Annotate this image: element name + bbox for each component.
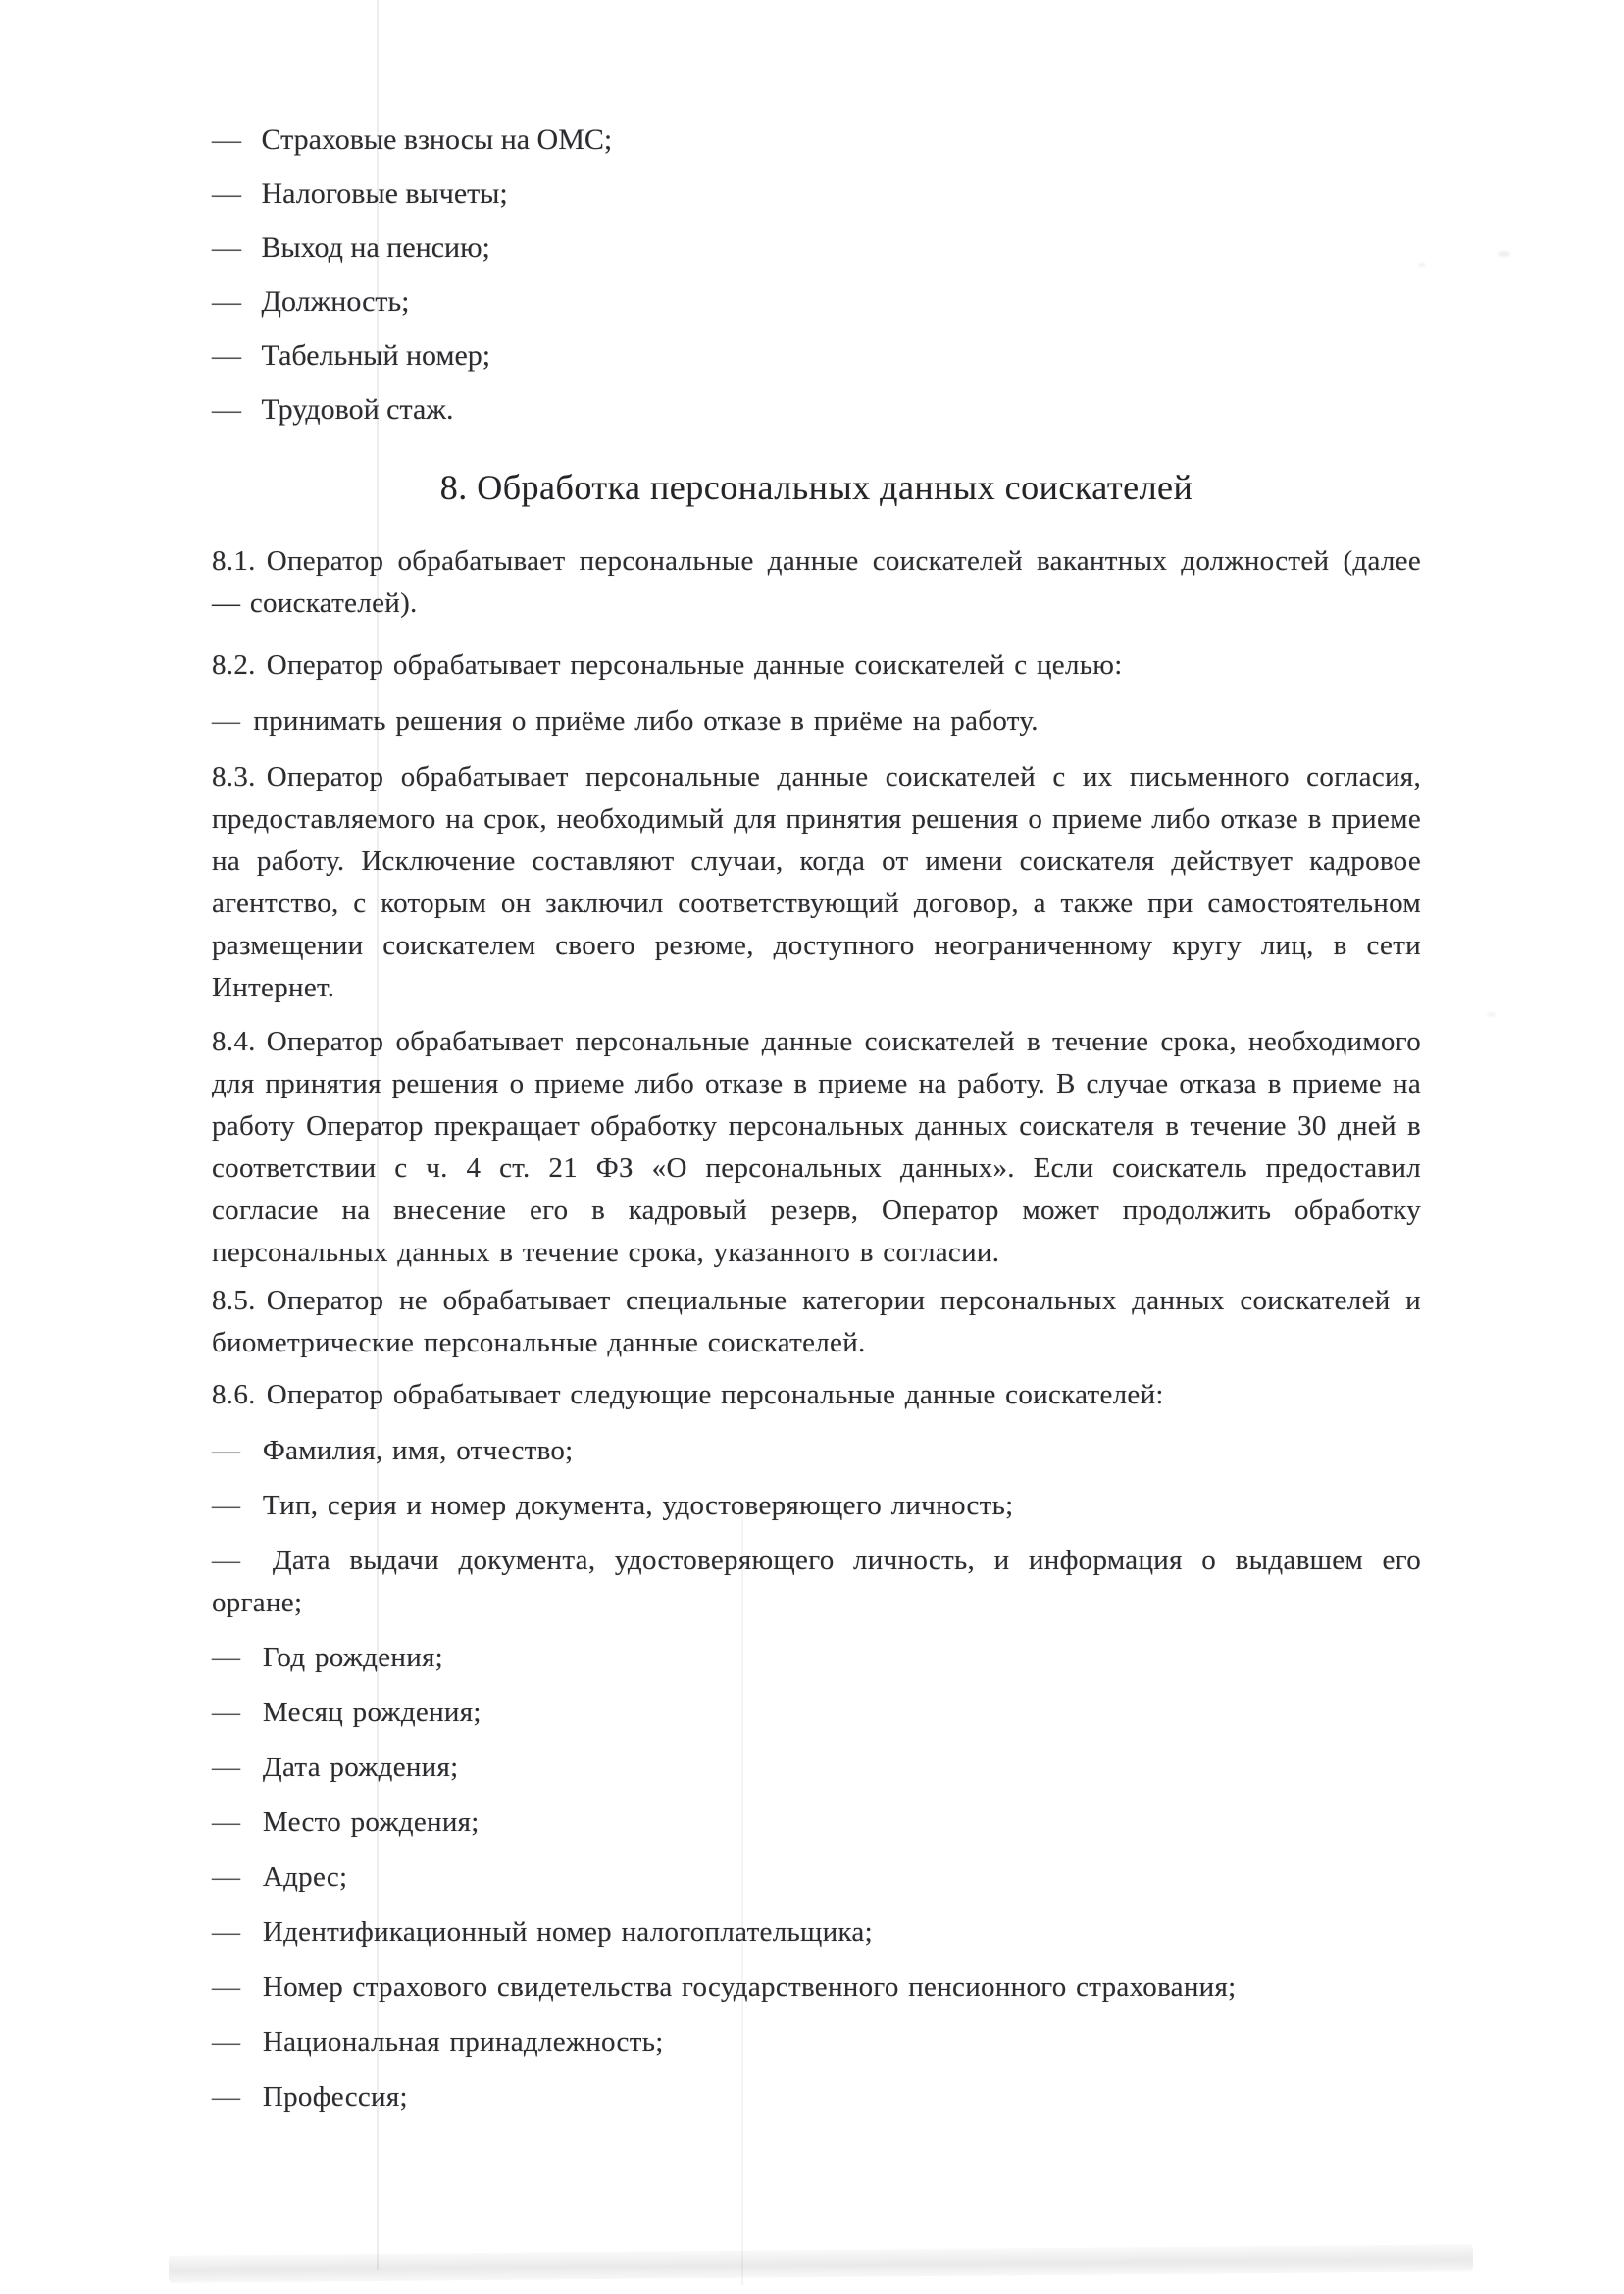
list-item-text: принимать решения о приёме либо отказе в приёме на работу. bbox=[253, 705, 1039, 737]
bullet-dash: — bbox=[212, 231, 241, 264]
paragraph-8-4 bbox=[212, 1021, 1421, 1274]
list-item-text: Выход на пенсию; bbox=[261, 231, 490, 264]
paragraph-8-1 bbox=[212, 540, 1421, 625]
bullet-dash: — bbox=[212, 2026, 241, 2058]
list-item-text: Трудовой стаж. bbox=[261, 393, 454, 426]
list-item-text: Фамилия, имя, отчество; bbox=[262, 1435, 574, 1466]
bullet-dash: — bbox=[212, 1697, 241, 1728]
list-item bbox=[212, 2021, 1421, 2064]
list-item-text: Идентификационный номер налогоплательщика; bbox=[262, 1916, 873, 1948]
bullet-dash: — bbox=[212, 1971, 241, 2003]
list-item bbox=[212, 1857, 1421, 1899]
list-item-text: Налоговые вычеты; bbox=[261, 178, 508, 210]
list-item-text: Страховые взносы на ОМС; bbox=[261, 124, 613, 156]
list-item-text: Должность; bbox=[261, 285, 410, 318]
list-item bbox=[212, 1430, 1421, 1472]
list-item-text: Дата рождения; bbox=[262, 1752, 459, 1783]
bullet-dash: — bbox=[212, 1642, 241, 1673]
goal-list-item bbox=[212, 700, 1421, 742]
scan-artifact-speck bbox=[1498, 251, 1510, 257]
bullet-dash: — bbox=[212, 1916, 241, 1948]
list-item bbox=[212, 1637, 1421, 1679]
list-item bbox=[212, 231, 1421, 265]
list-item bbox=[212, 178, 1421, 211]
paragraph-8-3 bbox=[212, 756, 1421, 1009]
document-content bbox=[212, 0, 1421, 2131]
clause-text: Оператор не обрабатывает специальные категории персональных данных соискателей и биометрические персональные данные соискателей. bbox=[212, 1285, 1421, 1358]
list-item-text: Профессия; bbox=[262, 2081, 408, 2113]
list-item-text: Тип, серия и номер документа, удостоверяющего личность; bbox=[262, 1490, 1014, 1521]
bullet-dash: — bbox=[212, 339, 241, 372]
clause-number: 8.4. bbox=[212, 1026, 256, 1057]
list-item-text: Месяц рождения; bbox=[262, 1697, 482, 1728]
bullet-dash: — bbox=[212, 124, 241, 156]
scan-artifact-speck bbox=[1487, 1012, 1496, 1017]
list-item-text: Место рождения; bbox=[262, 1807, 480, 1838]
list-item-text: Год рождения; bbox=[262, 1642, 444, 1673]
employee-data-list bbox=[212, 124, 1421, 427]
bullet-dash: — bbox=[212, 285, 241, 318]
paragraph-8-6 bbox=[212, 1374, 1421, 1416]
list-item-text: Номер страхового свидетельства государственного пенсионного страхования; bbox=[262, 1971, 1237, 2003]
list-item-text: Адрес; bbox=[262, 1861, 348, 1893]
bullet-dash: — bbox=[212, 1807, 241, 1838]
clause-text: Оператор обрабатывает персональные данные соискателей с целью: bbox=[266, 649, 1123, 681]
bullet-dash: — bbox=[212, 393, 241, 426]
bullet-dash: — bbox=[212, 1435, 241, 1466]
paragraph-8-5 bbox=[212, 1280, 1421, 1364]
clause-number: 8.2. bbox=[212, 649, 256, 681]
clause-text: Оператор обрабатывает персональные данные соискателей с их письменного согласия, предоставляемого на срок, необходимый для принятия решения о приеме либо отказе в приеме на работу. Исключение составляют случаи, когда от имени соискателя действует кадровое агентство, с которым он заключил соответствующий договор, а также при самостоятельном размещении соискателем своего резюме, доступного неограниченному кругу лиц, в сети Интернет. bbox=[212, 761, 1421, 1003]
bullet-dash: — bbox=[212, 178, 241, 210]
list-item bbox=[212, 1485, 1421, 1527]
bullet-dash: — bbox=[212, 705, 241, 737]
paragraph-8-2 bbox=[212, 644, 1421, 687]
applicant-data-list bbox=[212, 1430, 1421, 2118]
clause-number: 8.5. bbox=[212, 1285, 256, 1316]
clause-text: Оператор обрабатывает следующие персональные данные соискателей: bbox=[266, 1379, 1164, 1410]
bullet-dash: — bbox=[212, 1490, 241, 1521]
list-item bbox=[212, 1966, 1421, 2009]
list-item bbox=[212, 285, 1421, 319]
list-item-text: Национальная принадлежность; bbox=[262, 2026, 664, 2058]
list-item bbox=[212, 393, 1421, 427]
clause-number: 8.1. bbox=[212, 545, 256, 577]
bullet-dash: — bbox=[212, 1752, 241, 1783]
clause-number: 8.3. bbox=[212, 761, 256, 792]
clause-number: 8.6. bbox=[212, 1379, 256, 1410]
list-item-text: Дата выдачи документа, удостоверяющего личность, и информация о выдавшем его органе; bbox=[212, 1545, 1421, 1618]
list-item bbox=[212, 1747, 1421, 1789]
list-item bbox=[212, 1540, 1421, 1624]
clause-text: Оператор обрабатывает персональные данные соискателей вакантных должностей (далее — соискателей). bbox=[212, 545, 1421, 619]
list-item bbox=[212, 1912, 1421, 1954]
bullet-dash: — bbox=[212, 1545, 241, 1576]
bullet-dash: — bbox=[212, 2081, 241, 2113]
bullet-dash: — bbox=[212, 1861, 241, 1893]
list-item-text: Табельный номер; bbox=[261, 339, 491, 372]
clause-text: Оператор обрабатывает персональные данные соискателей в течение срока, необходимого для принятия решения о приеме либо отказе в приеме на работу. В случае отказа в приеме на работу Оператор прекращает обработку персональных данных соискателя в течение 30 дней в соответствии с ч. 4 ст. 21 ФЗ «О персональных данных». Если соискатель предоставил согласие на внесение его в кадровый резерв, Оператор может продолжить обработку персональных данных в течение срока, указанного в согласии. bbox=[212, 1026, 1421, 1268]
list-item bbox=[212, 124, 1421, 157]
section-8-heading: 8. Обработка персональных данных соискателей bbox=[439, 468, 1193, 507]
list-item bbox=[212, 339, 1421, 373]
list-item bbox=[212, 2076, 1421, 2118]
list-item bbox=[212, 1802, 1421, 1844]
scan-artifact-bottom-band bbox=[169, 2244, 1473, 2283]
list-item bbox=[212, 1692, 1421, 1734]
